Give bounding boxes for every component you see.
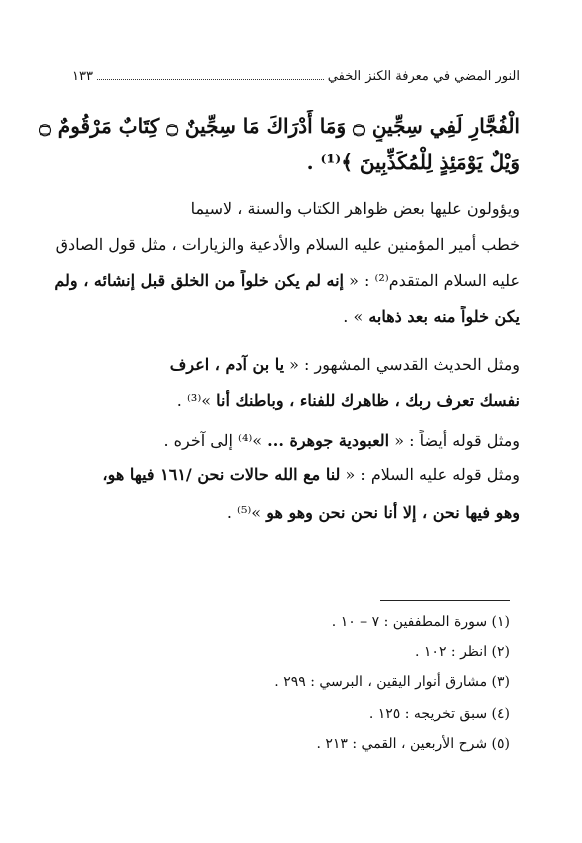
footnote-1: (١) سورة المطففين : ٧ – ١٠ . [331,614,510,630]
running-header [72,62,520,84]
footnote-separator [380,600,510,601]
footnote-4: (٤) سبق تخريجه : ١٢٥ . [368,706,510,722]
p1-line-3-bold: إنه لم يكن خلواً من الخلق قبل إنشائه ، ولم [54,271,344,290]
paragraph-2-line-1 [170,354,520,376]
header-dot-leader [97,78,324,80]
p2-line-2-end: »⁽³⁾ . [176,391,212,410]
verse-line-1: الْفُجَّارِ لَفِي سِجِّينٍ ۝ وَمَا أَدْرَاكَ مَا سِجِّينٌ ۝ كِتَابٌ مَرْقُومٌ ۝ [39,114,520,138]
p4-line-1-bold: لنا مع الله حالات نحن /١٦١ فيها هو، [102,465,341,484]
paragraph-1-line-3 [54,270,520,292]
p1-line-3-plain: عليه السلام المتقدم⁽²⁾ : « [349,271,520,290]
paragraph-4-line-1 [102,464,520,486]
p2-line-2-bold: نفسك تعرف ربك ، ظاهرك للفناء ، وباطنك أنا [216,391,520,410]
page-number: ١٣٣ [72,69,93,84]
p4-line-2-bold: وهو فيها نحن ، إلا أنا نحن نحن وهو هو [266,503,520,522]
p1-line-4-end: » . [343,307,364,326]
paragraph-4-line-2 [227,502,520,524]
paragraph-3 [163,430,520,452]
paragraph-1-line-1: ويؤولون عليها بعض ظواهر الكتاب والسنة ، لاسيما [190,199,520,218]
p3-plain: ومثل قوله أيضاً : « [394,431,520,450]
p2-line-1-bold: يا بن آدم ، اعرف [169,355,285,374]
paragraph-1-line-4 [343,306,520,328]
p4-line-1-plain: ومثل قوله عليه السلام : « [345,465,520,484]
footnote-5: (٥) شرح الأربعين ، القمي : ٢١٣ . [316,736,510,752]
p4-line-2-end: »⁽⁵⁾ . [226,503,262,522]
p3-bold: العبودية جوهرة ... [267,431,390,450]
header-title: النور المضي في معرفة الكنز الخفي [327,69,520,84]
footnote-2: (٢) انظر : ١٠٢ . [415,644,510,660]
footnote-3: (٣) مشارق أنوار اليقين ، البرسي : ٢٩٩ . [274,674,510,690]
p3-end: »⁽⁴⁾ إلى آخره . [163,431,263,450]
paragraph-1-line-2: خطب أمير المؤمنين عليه السلام والأدعية والزيارات ، مثل قول الصادق [55,235,520,254]
p2-line-1-plain: ومثل الحديث القدسي المشهور : « [289,355,520,374]
verse-line-2: وَيْلٌ يَوْمَئِذٍ لِلْمُكَذِّبِينَ ﴾⁽¹⁾ . [306,150,520,174]
paragraph-2-line-2 [177,390,520,412]
p1-line-4-bold: يكن خلواً منه بعد ذهابه [368,307,520,326]
